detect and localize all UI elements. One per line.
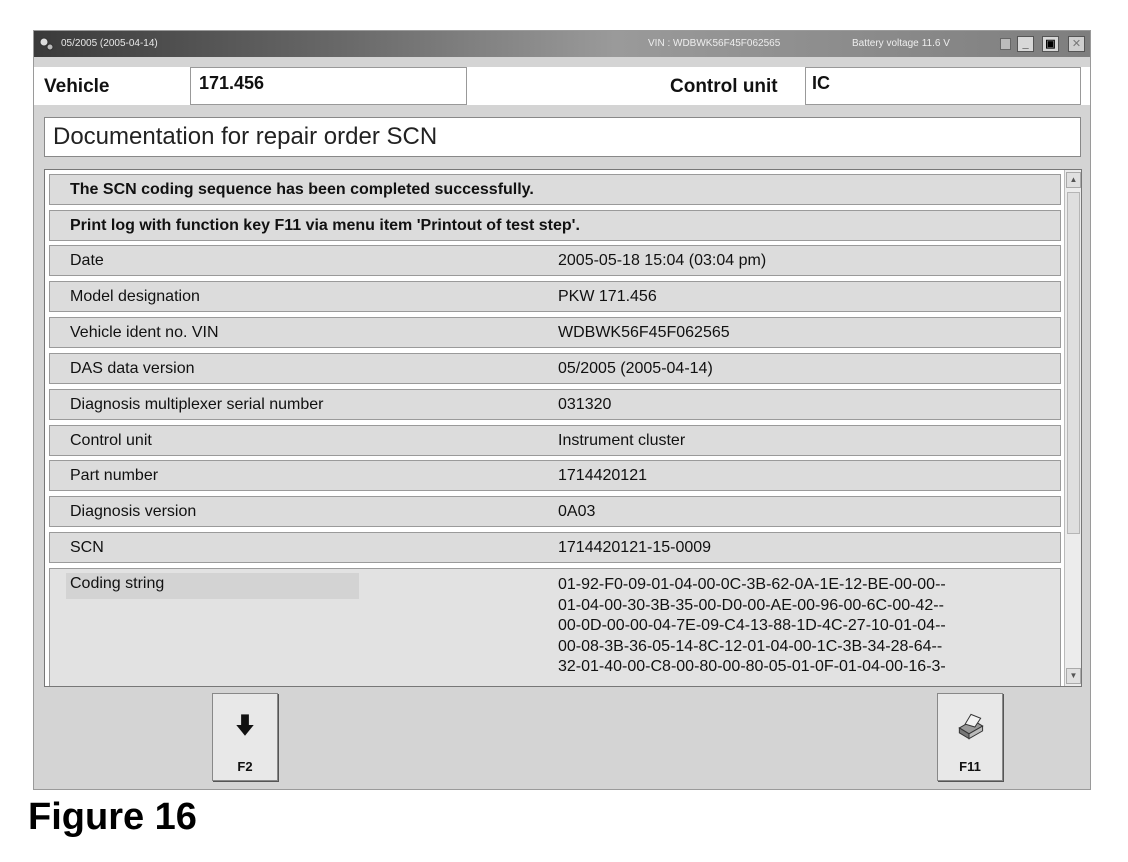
detail-label: Diagnosis multiplexer serial number — [70, 396, 324, 413]
coding-line: 01-92-F0-09-01-04-00-0C-3B-62-0A-1E-12-BE-00-00-- — [558, 576, 946, 593]
detail-row-multiplexer — [49, 389, 1061, 420]
printer-icon — [938, 712, 1002, 742]
coding-string-row — [49, 568, 1061, 687]
detail-label: Date — [70, 252, 104, 269]
coding-string-label: Coding string — [66, 573, 359, 599]
f11-print-button[interactable] — [937, 693, 1003, 781]
battery-label: Battery voltage — [852, 38, 919, 49]
detail-value: 2005-05-18 15:04 (03:04 pm) — [558, 252, 767, 269]
scroll-up-arrow[interactable]: ▲ — [1066, 172, 1081, 188]
detail-value: 0A03 — [558, 503, 596, 520]
arrow-down-icon — [213, 712, 277, 742]
detail-row-date — [49, 245, 1061, 276]
success-message-row — [49, 174, 1061, 205]
vehicle-field: 171.456 — [190, 67, 467, 105]
detail-label: Model designation — [70, 288, 200, 305]
minimize-button[interactable]: _ — [1017, 36, 1034, 52]
success-message: The SCN coding sequence has been completed successfully. — [70, 181, 534, 198]
figure-caption: Figure 16 — [28, 796, 197, 838]
vertical-scrollbar[interactable] — [1064, 170, 1081, 686]
close-button[interactable]: ✕ — [1068, 36, 1085, 52]
app-icon — [38, 36, 56, 52]
detail-label: DAS data version — [70, 360, 195, 377]
detail-label: SCN — [70, 539, 104, 556]
battery-value: 11.6 V — [921, 38, 950, 49]
vin-readout: VIN : WDBWK56F45F062565 — [648, 38, 781, 49]
detail-value: PKW 171.456 — [558, 288, 657, 305]
f2-label: F2 — [237, 759, 253, 774]
detail-row-diagnosis-version — [49, 496, 1061, 527]
coding-string-value — [558, 575, 1058, 678]
battery-readout — [852, 38, 950, 49]
coding-line: 01-04-00-30-3B-35-00-D0-00-AE-00-96-00-6C-00-42-- — [558, 596, 944, 614]
application-window — [33, 30, 1091, 790]
f2-button[interactable] — [212, 693, 278, 781]
coding-line: 00-0D-00-00-04-7E-09-C4-13-88-1D-4C-27-10-01-04-- — [558, 617, 946, 634]
scroll-thumb[interactable] — [1067, 192, 1080, 534]
print-hint: Print log with function key F11 via menu item 'Printout of test step'. — [70, 217, 580, 234]
detail-value: 1714420121 — [558, 467, 647, 484]
detail-value: WDBWK56F45F062565 — [558, 324, 730, 341]
page-title: Documentation for repair order SCN — [44, 117, 1081, 157]
detail-value: Instrument cluster — [558, 432, 686, 449]
detail-row-vin — [49, 317, 1061, 348]
title-bar — [34, 31, 1090, 57]
vehicle-header — [34, 67, 1090, 105]
detail-row-das-version — [49, 353, 1061, 384]
print-hint-row — [49, 210, 1061, 241]
coding-line: 32-01-40-00-C8-00-80-00-80-05-01-0F-01-04-00-16-3- — [558, 658, 946, 675]
detail-row-model — [49, 281, 1061, 312]
detail-label: Diagnosis version — [70, 503, 197, 520]
coding-line: 00-08-3B-36-05-14-8C-12-01-04-00-1C-3B-34-28-64-- — [558, 637, 943, 655]
control-unit-label: Control unit — [670, 76, 778, 97]
scroll-down-arrow[interactable]: ▼ — [1066, 668, 1081, 684]
detail-row-control-unit — [49, 425, 1061, 456]
detail-label: Vehicle ident no. VIN — [70, 324, 219, 341]
documentation-list[interactable] — [44, 169, 1082, 687]
maximize-button[interactable]: ▣ — [1042, 36, 1059, 52]
control-unit-field: IC — [805, 67, 1081, 105]
detail-label: Control unit — [70, 432, 152, 449]
battery-icon — [1000, 38, 1011, 50]
f11-label: F11 — [959, 759, 981, 774]
detail-row-part-number — [49, 460, 1061, 491]
detail-value: 1714420121-15-0009 — [558, 539, 712, 556]
detail-label: Part number — [70, 467, 159, 484]
detail-value: 05/2005 (2005-04-14) — [558, 360, 713, 377]
detail-value: 031320 — [558, 396, 612, 413]
detail-row-scn — [49, 532, 1061, 563]
window-title: 05/2005 (2005-04-14) — [61, 38, 158, 49]
vehicle-label: Vehicle — [44, 76, 110, 97]
